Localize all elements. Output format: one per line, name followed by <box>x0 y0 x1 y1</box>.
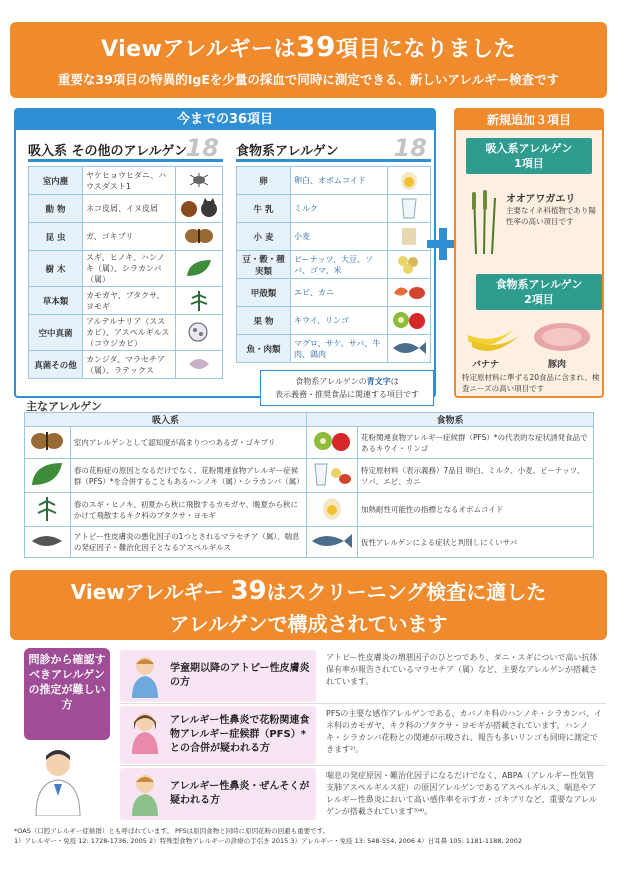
main-allergens-table <box>24 412 594 558</box>
table-row: 牛 乳 ミルク <box>237 195 431 223</box>
footnotes: *OAS（口腔アレルギー症候群）とも呼ばれています。 PFSは原因食物と同時に原因花粉の回避も重要です。 1）アレルギー・免疫 12: 1728-1736, 2005 2）特殊型食物アレルギーの診療の手引き 2015 3）アレルギー・免疫 13: 548-554, 2006 4）日耳鼻 105: 1181-1188, 2002 <box>14 827 523 845</box>
table-row: 小 麦 小麦 <box>237 223 431 251</box>
case-label: アレルギー性鼻炎で花粉関連食物アレルギー症候群（PFS）*との合併が疑われる方 <box>170 715 310 754</box>
case-label: 学童期以降のアトピー性皮膚炎の方 <box>170 663 310 688</box>
doctor-icon <box>28 748 88 816</box>
table-row: アトピー性皮膚炎の悪化因子の1つとされるマラセチア（属）、喘息の発症因子・難治化因子となるアスペルギルス 仮性アレルゲンによる症状と判別しにくいサバ <box>25 527 594 558</box>
table-row: 春の花粉症の原因となるだけでなく、花粉関連食物アレルギー症候群（PFS）*を合併することもあるハンノキ（属）・シラカンバ（属） 特定原材料（表示義務）7品目 卵白、ミルク、小麦、ピーナッツ、ソバ、エビ、カニ <box>25 459 594 493</box>
banner-subtitle: 重要な39項目の特異的IgEを少量の採血で同時に測定できる、新しいアレルギー検査です <box>57 72 560 87</box>
banana-label: バナナ <box>472 360 500 370</box>
case-desc: PFSの主要な感作アレルゲンである、カバノキ科のハンノキ・シラカンバ、イネ科のカモガヤ、キク科のブタクサ・ヨモギが搭載されています。ハンノキ・シラカンバ花粉との関連が示唆され、報告も多いリンゴも同時に測定できます²⁾。 <box>326 709 602 754</box>
food-table <box>236 166 431 363</box>
table-row: 昆 虫 ガ、ゴキブリ <box>29 223 223 251</box>
table-row: 甲殻類 エビ、カニ <box>237 279 431 307</box>
woman-sneezing-icon <box>126 710 164 754</box>
inhaled-title: 吸入系 その他のアレルゲン 18 <box>28 140 223 162</box>
main-allergens-title: 主なアレルゲン <box>26 400 102 413</box>
screening-line2: アレルゲンで構成されています <box>169 612 448 636</box>
table-row: 果 物 キウイ、リンゴ <box>237 307 431 335</box>
child-coughing-icon <box>126 772 164 816</box>
inhaled-column <box>28 134 223 379</box>
table-row: 魚・肉類 マグロ、サケ、サバ、牛肉、鶏肉 <box>237 335 431 363</box>
inhaled-table <box>28 166 223 379</box>
case-label: アレルギー性鼻炎・ぜんそくが疑われる方 <box>170 781 310 806</box>
food-count: 18 <box>393 134 427 162</box>
col-inhaled-header: 吸入系 <box>25 413 307 427</box>
cases-list <box>120 648 606 824</box>
food-column <box>236 134 431 363</box>
milk-icon <box>399 212 419 221</box>
table-row: 草本類 カモガヤ、ブタクサ、ヨモギ <box>29 287 223 315</box>
screening-banner <box>10 570 607 640</box>
new-inhaled-title: 吸入系アレルゲン 1項目 <box>466 138 592 174</box>
col-food-header: 食物系 <box>306 413 593 427</box>
side-bubble: 問診から確認すべきアレルゲンの推定が難しい方 <box>24 648 110 740</box>
new-items-box <box>454 108 604 398</box>
fish-icon <box>391 351 427 360</box>
blue-text-note: 食物系アレルゲンの青文字は 表示義務・推奨食品に関連する項目です <box>260 370 434 406</box>
new-food-title: 食物系アレルゲン 2項目 <box>476 274 602 310</box>
dog-cat-icon <box>179 212 219 221</box>
screening-line1: Viewアレルギー 39はスクリーニング検査に適した <box>70 576 547 606</box>
fungus-icon <box>30 545 64 554</box>
table-row: 春のスギ・ヒノキ、初夏から秋に飛散するカモガヤ、晩夏から秋にかけて飛散するキク科のブタクサ・ヨモギ 加熱耐性可能性の指標となるオボムコイド <box>25 493 594 527</box>
moth-icon <box>30 446 64 455</box>
new-items-header: 新規追加３項目 <box>456 110 602 130</box>
table-row: 室内塵 ヤケヒョウヒダニ、ハウスダスト1 <box>29 167 223 195</box>
shrimp-crab-icon <box>392 296 426 305</box>
beans-icon <box>396 268 422 277</box>
case-pfs <box>120 704 606 766</box>
kiwi-apple-icon <box>392 324 426 333</box>
top-banner <box>10 22 607 98</box>
table-row: 豆・穀・種実類 ピーナッツ、大豆、ソバ、ゴマ、米 <box>237 251 431 279</box>
previous-header: 今までの36項目 <box>16 110 434 130</box>
fish-icon <box>310 544 354 553</box>
food-title: 食物系アレルゲン 18 <box>236 140 431 162</box>
case-desc: 喘息の発症原因・難治化因子になるだけでなく、ABPA（アレルギー性気管支肺アスペルギルス症）の原因アレルゲンであるアスペルギルス、喘息やアレルギー性鼻炎において高い感作率を示すガ・ゴキブリなど、重要なアレルゲンが搭載されています³⁾⁴⁾。 <box>326 771 597 816</box>
flour-icon <box>398 240 420 249</box>
weed-icon <box>189 304 209 313</box>
egg-icon <box>320 514 344 523</box>
grass-desc: 主要なイネ科植物であり陽性率の高い項目です <box>506 206 596 226</box>
mite-icon <box>186 182 212 191</box>
banana-pork-icon <box>464 315 594 355</box>
table-row: 真菌その他 カンジダ、マラセチア（属）、ラテックス <box>29 351 223 379</box>
pork-label: 豚肉 <box>548 360 567 370</box>
table-row: 空中真菌 アルテルナリア（ススカビ）、アスペルギルス（コウジカビ） <box>29 315 223 351</box>
table-row: 動 物 ネコ皮屑、イヌ皮屑 <box>29 195 223 223</box>
microscope-icon <box>187 336 211 345</box>
food-note: 特定原材料に準ずる20食品に含まれ、検査ニーズの高い項目です <box>462 373 600 393</box>
weed-icon <box>35 514 59 523</box>
case-atopic <box>120 648 606 704</box>
banner-title: Viewアレルギーは39項目になりました <box>101 30 516 63</box>
timothy-grass-icon <box>468 188 498 254</box>
previous-36-box <box>14 108 436 398</box>
egg-icon <box>398 184 420 193</box>
case-desc: アトピー性皮膚炎の増悪因子のひとつであり、ダニ・スギについで高い抗体保有率が報告されているマラセチア（属）など、主要なアレルゲンが搭載されています。 <box>326 653 598 686</box>
kiwi-apple-icon <box>312 446 352 455</box>
case-asthma <box>120 766 606 824</box>
food-collection-icon <box>312 480 352 489</box>
fungus-icon <box>187 368 211 377</box>
child-scratching-icon <box>126 654 164 698</box>
moth-icon <box>184 239 214 248</box>
inhaled-count: 18 <box>185 134 219 162</box>
grass-name: オオアワガエリ <box>506 194 576 205</box>
table-row: 卵 卵白、オボムコイド <box>237 167 431 195</box>
table-row: 室内アレルゲンとして認知度が高まりつつあるガ・ゴキブリ 花粉関連食物アレルギー症候群（PFS）*の代表的な症状誘発食品であるキウイ・リンゴ <box>25 427 594 459</box>
leaf-icon <box>185 271 213 280</box>
table-row: 樹 木 スギ、ヒノキ、ハンノキ（属）、シラカンバ（属） <box>29 251 223 287</box>
leaf-icon <box>30 480 64 489</box>
side-panel <box>14 648 116 818</box>
